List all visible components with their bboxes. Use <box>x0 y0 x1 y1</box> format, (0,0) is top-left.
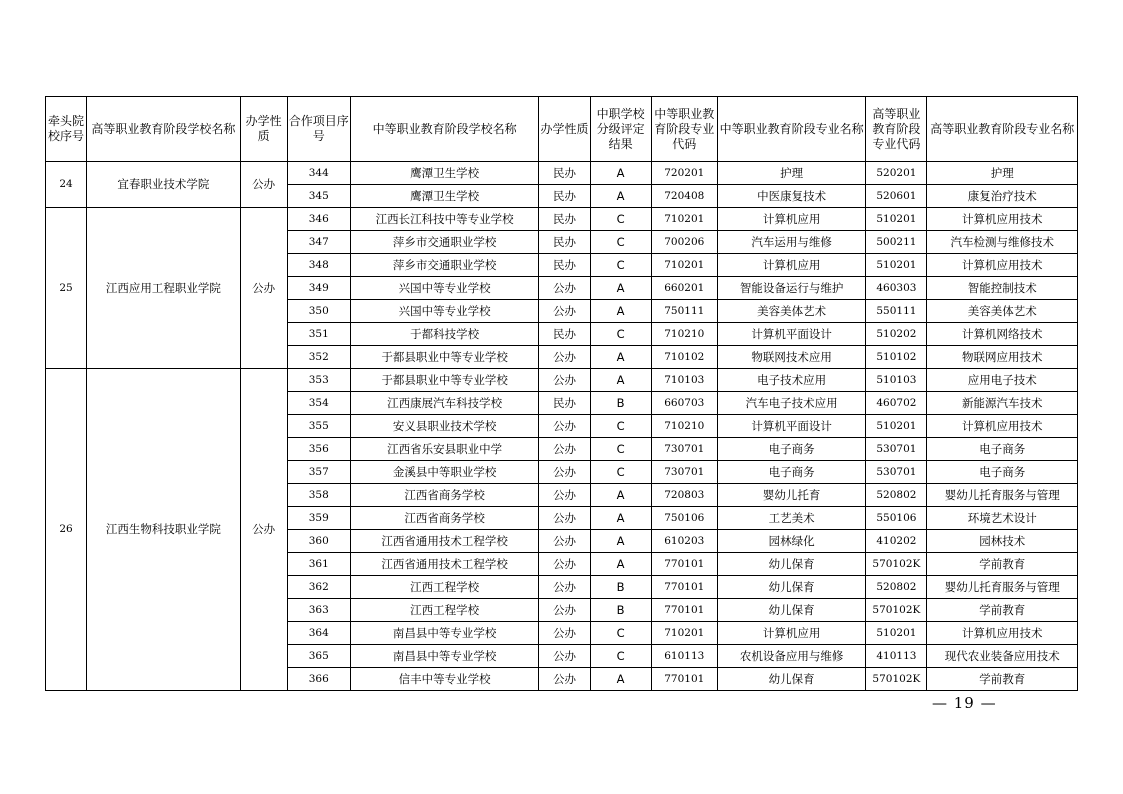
high-major-code-cell: 500211 <box>866 231 927 254</box>
school-grade-cell: C <box>590 231 651 254</box>
high-major-name-cell: 物联网应用技术 <box>927 346 1078 369</box>
high-major-code-cell: 410113 <box>866 645 927 668</box>
high-major-name-cell: 康复治疗技术 <box>927 185 1078 208</box>
sec-major-code-cell: 770101 <box>651 553 717 576</box>
sec-major-code-cell: 720408 <box>651 185 717 208</box>
header-college-type: 办学性质 <box>240 97 287 162</box>
sec-major-code-cell: 730701 <box>651 438 717 461</box>
high-major-code-cell: 510201 <box>866 622 927 645</box>
project-no-cell: 358 <box>287 484 350 507</box>
college-name-cell: 江西生物科技职业学院 <box>87 369 240 691</box>
sec-major-name-cell: 工艺美术 <box>717 507 865 530</box>
high-major-name-cell: 学前教育 <box>927 599 1078 622</box>
project-no-cell: 344 <box>287 162 350 185</box>
high-major-name-cell: 电子商务 <box>927 438 1078 461</box>
sec-major-name-cell: 农机设备应用与维修 <box>717 645 865 668</box>
high-major-name-cell: 婴幼儿托育服务与管理 <box>927 576 1078 599</box>
school-name-cell: 江西工程学校 <box>350 599 539 622</box>
school-grade-cell: A <box>590 277 651 300</box>
sec-major-code-cell: 710201 <box>651 208 717 231</box>
high-major-code-cell: 520601 <box>866 185 927 208</box>
sec-major-name-cell: 电子商务 <box>717 438 865 461</box>
header-sec-major-code: 中等职业教育阶段专业代码 <box>651 97 717 162</box>
school-type-cell: 民办 <box>539 231 590 254</box>
school-name-cell: 江西省商务学校 <box>350 507 539 530</box>
project-no-cell: 355 <box>287 415 350 438</box>
high-major-name-cell: 计算机应用技术 <box>927 415 1078 438</box>
high-major-code-cell: 520802 <box>866 484 927 507</box>
sec-major-name-cell: 幼儿保育 <box>717 668 865 691</box>
sec-major-code-cell: 710103 <box>651 369 717 392</box>
project-no-cell: 346 <box>287 208 350 231</box>
school-grade-cell: C <box>590 438 651 461</box>
school-grade-cell: A <box>590 668 651 691</box>
high-major-code-cell: 410202 <box>866 530 927 553</box>
project-no-cell: 366 <box>287 668 350 691</box>
school-name-cell: 南昌县中等专业学校 <box>350 622 539 645</box>
project-no-cell: 351 <box>287 323 350 346</box>
school-type-cell: 公办 <box>539 668 590 691</box>
table-header-row <box>46 97 1078 162</box>
project-no-cell: 361 <box>287 553 350 576</box>
high-major-name-cell: 电子商务 <box>927 461 1078 484</box>
high-major-name-cell: 护理 <box>927 162 1078 185</box>
school-type-cell: 公办 <box>539 553 590 576</box>
sec-major-code-cell: 710201 <box>651 254 717 277</box>
high-major-name-cell: 应用电子技术 <box>927 369 1078 392</box>
sec-major-name-cell: 中医康复技术 <box>717 185 865 208</box>
school-type-cell: 民办 <box>539 162 590 185</box>
school-grade-cell: A <box>590 346 651 369</box>
school-name-cell: 于都县职业中等专业学校 <box>350 369 539 392</box>
sec-major-name-cell: 计算机应用 <box>717 208 865 231</box>
high-major-code-cell: 530701 <box>866 461 927 484</box>
school-name-cell: 安义县职业技术学校 <box>350 415 539 438</box>
high-major-code-cell: 550111 <box>866 300 927 323</box>
school-grade-cell: A <box>590 185 651 208</box>
school-name-cell: 江西康展汽车科技学校 <box>350 392 539 415</box>
school-name-cell: 兴国中等专业学校 <box>350 277 539 300</box>
high-major-code-cell: 510201 <box>866 208 927 231</box>
sec-major-name-cell: 幼儿保育 <box>717 599 865 622</box>
school-name-cell: 江西省通用技术工程学校 <box>350 530 539 553</box>
school-name-cell: 兴国中等专业学校 <box>350 300 539 323</box>
high-major-name-cell: 环境艺术设计 <box>927 507 1078 530</box>
school-type-cell: 公办 <box>539 369 590 392</box>
high-major-code-cell: 510201 <box>866 415 927 438</box>
sec-major-name-cell: 计算机平面设计 <box>717 415 865 438</box>
high-major-name-cell: 学前教育 <box>927 553 1078 576</box>
school-name-cell: 金溪县中等职业学校 <box>350 461 539 484</box>
header-school-grade: 中职学校分级评定结果 <box>590 97 651 162</box>
high-major-code-cell: 570102K <box>866 668 927 691</box>
high-major-name-cell: 婴幼儿托育服务与管理 <box>927 484 1078 507</box>
sec-major-code-cell: 770101 <box>651 668 717 691</box>
school-name-cell: 于都县职业中等专业学校 <box>350 346 539 369</box>
high-major-name-cell: 新能源汽车技术 <box>927 392 1078 415</box>
lead-no-cell: 26 <box>46 369 87 691</box>
project-no-cell: 357 <box>287 461 350 484</box>
high-major-code-cell: 530701 <box>866 438 927 461</box>
college-type-cell: 公办 <box>240 208 287 369</box>
school-type-cell: 公办 <box>539 599 590 622</box>
school-grade-cell: A <box>590 553 651 576</box>
sec-major-code-cell: 770101 <box>651 599 717 622</box>
high-major-code-cell: 570102K <box>866 599 927 622</box>
project-no-cell: 353 <box>287 369 350 392</box>
school-name-cell: 江西省商务学校 <box>350 484 539 507</box>
lead-no-cell: 24 <box>46 162 87 208</box>
header-high-major-code: 高等职业教育阶段专业代码 <box>866 97 927 162</box>
header-school-name: 中等职业教育阶段学校名称 <box>350 97 539 162</box>
page-number: — 19 — <box>932 694 997 712</box>
sec-major-code-cell: 710210 <box>651 415 717 438</box>
school-name-cell: 鹰潭卫生学校 <box>350 162 539 185</box>
header-project-no: 合作项目序号 <box>287 97 350 162</box>
table-row <box>46 162 1078 185</box>
header-school-type: 办学性质 <box>539 97 590 162</box>
school-name-cell: 江西工程学校 <box>350 576 539 599</box>
high-major-code-cell: 510202 <box>866 323 927 346</box>
high-major-name-cell: 智能控制技术 <box>927 277 1078 300</box>
high-major-code-cell: 510102 <box>866 346 927 369</box>
project-no-cell: 359 <box>287 507 350 530</box>
sec-major-name-cell: 护理 <box>717 162 865 185</box>
sec-major-name-cell: 幼儿保育 <box>717 576 865 599</box>
college-type-cell: 公办 <box>240 369 287 691</box>
sec-major-code-cell: 660703 <box>651 392 717 415</box>
sec-major-code-cell: 710201 <box>651 622 717 645</box>
high-major-name-cell: 园林技术 <box>927 530 1078 553</box>
sec-major-name-cell: 汽车运用与维修 <box>717 231 865 254</box>
school-name-cell: 萍乡市交通职业学校 <box>350 231 539 254</box>
school-name-cell: 江西长江科技中等专业学校 <box>350 208 539 231</box>
sec-major-name-cell: 美容美体艺术 <box>717 300 865 323</box>
sec-major-name-cell: 计算机应用 <box>717 622 865 645</box>
lead-no-cell: 25 <box>46 208 87 369</box>
high-major-code-cell: 510103 <box>866 369 927 392</box>
project-no-cell: 350 <box>287 300 350 323</box>
project-no-cell: 352 <box>287 346 350 369</box>
project-no-cell: 349 <box>287 277 350 300</box>
school-type-cell: 公办 <box>539 346 590 369</box>
sec-major-code-cell: 770101 <box>651 576 717 599</box>
school-type-cell: 民办 <box>539 185 590 208</box>
table-row <box>46 208 1078 231</box>
high-major-code-cell: 510201 <box>866 254 927 277</box>
header-college-name: 高等职业教育阶段学校名称 <box>87 97 240 162</box>
sec-major-code-cell: 610113 <box>651 645 717 668</box>
school-type-cell: 公办 <box>539 645 590 668</box>
sec-major-code-cell: 720803 <box>651 484 717 507</box>
project-no-cell: 365 <box>287 645 350 668</box>
school-grade-cell: C <box>590 461 651 484</box>
high-major-code-cell: 520201 <box>866 162 927 185</box>
project-no-cell: 347 <box>287 231 350 254</box>
high-major-name-cell: 计算机应用技术 <box>927 208 1078 231</box>
high-major-code-cell: 570102K <box>866 553 927 576</box>
school-type-cell: 民办 <box>539 323 590 346</box>
school-type-cell: 公办 <box>539 530 590 553</box>
high-major-code-cell: 460303 <box>866 277 927 300</box>
school-type-cell: 公办 <box>539 461 590 484</box>
school-name-cell: 江西省通用技术工程学校 <box>350 553 539 576</box>
sec-major-code-cell: 750106 <box>651 507 717 530</box>
school-grade-cell: A <box>590 162 651 185</box>
school-name-cell: 于都科技学校 <box>350 323 539 346</box>
school-grade-cell: A <box>590 369 651 392</box>
project-no-cell: 348 <box>287 254 350 277</box>
project-no-cell: 354 <box>287 392 350 415</box>
schools-cooperation-table <box>45 96 1078 691</box>
sec-major-name-cell: 电子商务 <box>717 461 865 484</box>
table-row <box>46 369 1078 392</box>
sec-major-code-cell: 710102 <box>651 346 717 369</box>
school-grade-cell: C <box>590 254 651 277</box>
school-name-cell: 江西省乐安县职业中学 <box>350 438 539 461</box>
school-name-cell: 信丰中等专业学校 <box>350 668 539 691</box>
high-major-name-cell: 学前教育 <box>927 668 1078 691</box>
sec-major-name-cell: 计算机应用 <box>717 254 865 277</box>
school-grade-cell: B <box>590 392 651 415</box>
high-major-name-cell: 计算机应用技术 <box>927 254 1078 277</box>
project-no-cell: 364 <box>287 622 350 645</box>
high-major-name-cell: 汽车检测与维修技术 <box>927 231 1078 254</box>
sec-major-name-cell: 汽车电子技术应用 <box>717 392 865 415</box>
sec-major-code-cell: 710210 <box>651 323 717 346</box>
sec-major-code-cell: 610203 <box>651 530 717 553</box>
school-name-cell: 南昌县中等专业学校 <box>350 645 539 668</box>
school-type-cell: 公办 <box>539 438 590 461</box>
project-no-cell: 345 <box>287 185 350 208</box>
school-grade-cell: C <box>590 323 651 346</box>
sec-major-name-cell: 计算机平面设计 <box>717 323 865 346</box>
project-no-cell: 356 <box>287 438 350 461</box>
school-grade-cell: C <box>590 415 651 438</box>
sec-major-name-cell: 婴幼儿托育 <box>717 484 865 507</box>
sec-major-code-cell: 720201 <box>651 162 717 185</box>
school-type-cell: 公办 <box>539 484 590 507</box>
project-no-cell: 360 <box>287 530 350 553</box>
high-major-name-cell: 计算机应用技术 <box>927 622 1078 645</box>
school-name-cell: 鹰潭卫生学校 <box>350 185 539 208</box>
project-no-cell: 362 <box>287 576 350 599</box>
header-lead-no: 牵头院校序号 <box>46 97 87 162</box>
school-grade-cell: A <box>590 484 651 507</box>
sec-major-name-cell: 幼儿保育 <box>717 553 865 576</box>
high-major-name-cell: 计算机网络技术 <box>927 323 1078 346</box>
school-grade-cell: A <box>590 300 651 323</box>
college-name-cell: 江西应用工程职业学院 <box>87 208 240 369</box>
sec-major-name-cell: 园林绿化 <box>717 530 865 553</box>
sec-major-code-cell: 730701 <box>651 461 717 484</box>
school-grade-cell: C <box>590 622 651 645</box>
school-type-cell: 公办 <box>539 507 590 530</box>
school-name-cell: 萍乡市交通职业学校 <box>350 254 539 277</box>
school-type-cell: 公办 <box>539 622 590 645</box>
school-grade-cell: B <box>590 576 651 599</box>
school-grade-cell: A <box>590 507 651 530</box>
school-grade-cell: A <box>590 530 651 553</box>
school-type-cell: 公办 <box>539 576 590 599</box>
college-name-cell: 宜春职业技术学院 <box>87 162 240 208</box>
high-major-code-cell: 460702 <box>866 392 927 415</box>
high-major-code-cell: 550106 <box>866 507 927 530</box>
sec-major-code-cell: 750111 <box>651 300 717 323</box>
sec-major-code-cell: 700206 <box>651 231 717 254</box>
school-grade-cell: C <box>590 645 651 668</box>
sec-major-code-cell: 660201 <box>651 277 717 300</box>
sec-major-name-cell: 物联网技术应用 <box>717 346 865 369</box>
table-body <box>46 162 1078 691</box>
header-high-major-name: 高等职业教育阶段专业名称 <box>927 97 1078 162</box>
school-type-cell: 公办 <box>539 277 590 300</box>
header-sec-major-name: 中等职业教育阶段专业名称 <box>717 97 865 162</box>
school-type-cell: 公办 <box>539 300 590 323</box>
school-grade-cell: B <box>590 599 651 622</box>
sec-major-name-cell: 智能设备运行与维护 <box>717 277 865 300</box>
school-type-cell: 公办 <box>539 415 590 438</box>
sec-major-name-cell: 电子技术应用 <box>717 369 865 392</box>
project-no-cell: 363 <box>287 599 350 622</box>
high-major-name-cell: 现代农业装备应用技术 <box>927 645 1078 668</box>
school-type-cell: 民办 <box>539 254 590 277</box>
high-major-code-cell: 520802 <box>866 576 927 599</box>
school-type-cell: 民办 <box>539 392 590 415</box>
school-grade-cell: C <box>590 208 651 231</box>
school-type-cell: 民办 <box>539 208 590 231</box>
college-type-cell: 公办 <box>240 162 287 208</box>
high-major-name-cell: 美容美体艺术 <box>927 300 1078 323</box>
